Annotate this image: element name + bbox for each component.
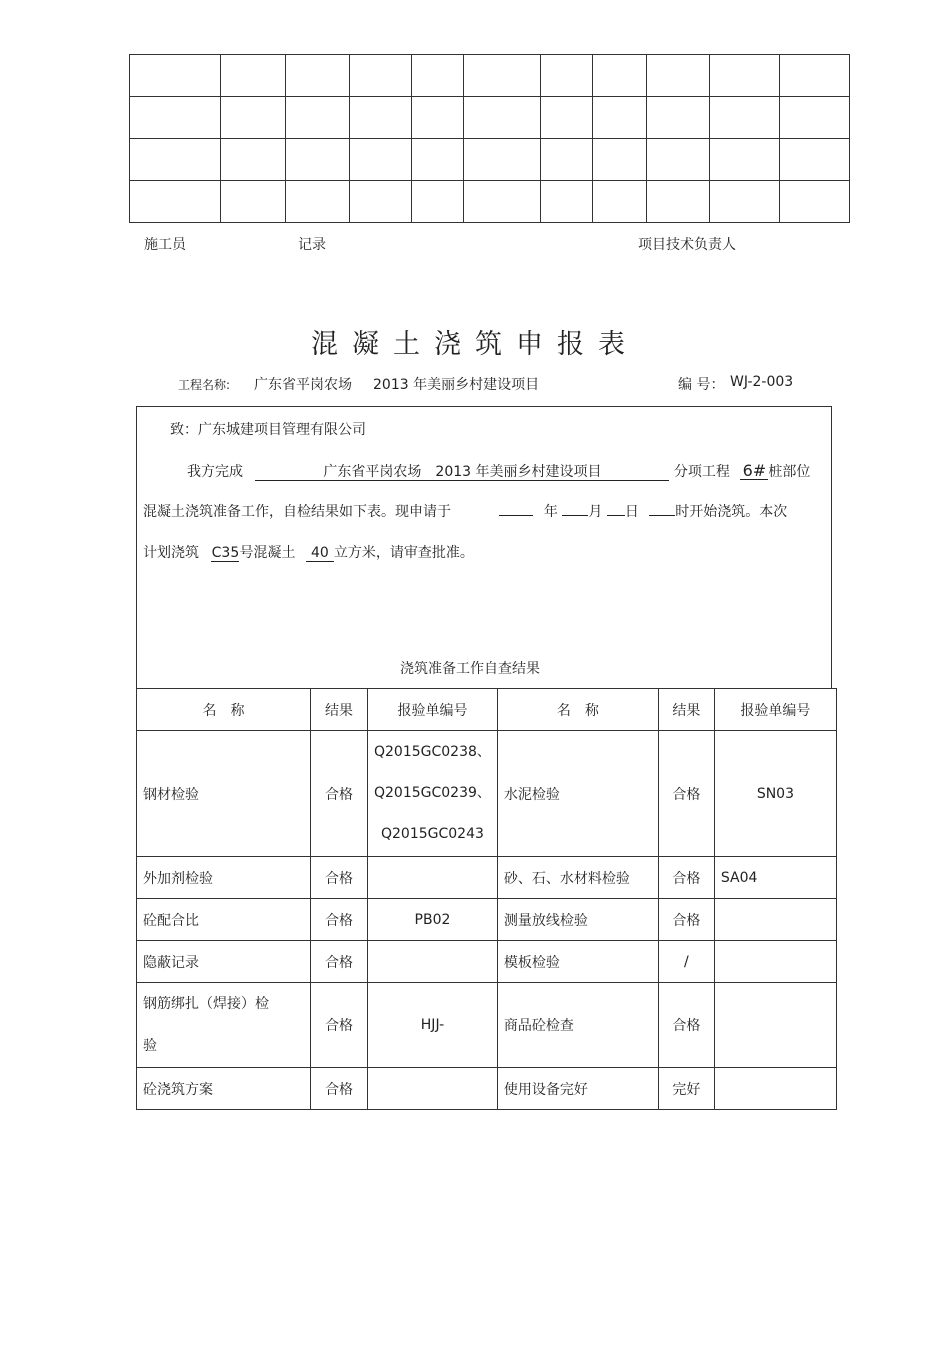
letter-recipient: 致：广东城建项目管理有限公司 (170, 422, 366, 438)
document-number: WJ-2-003 (730, 374, 794, 390)
row-name-2: 模板检验 (497, 941, 658, 983)
row-name-1: 隐蔽记录 (137, 941, 311, 983)
letter-p1-prefix: 我方完成 (187, 464, 243, 480)
row-result-2: 完好 (658, 1068, 714, 1110)
row-codes-1 (368, 731, 498, 857)
signature-worker: 施工员 (144, 237, 186, 253)
row-name-2: 测量放线检验 (497, 899, 658, 941)
row-result-1: 合格 (311, 899, 368, 941)
page-title: 混凝土浇筑申报表 (311, 329, 639, 360)
header-name-2: 名 称 (497, 689, 658, 731)
header-code-2: 报验单编号 (714, 689, 836, 731)
code-line: Q2015GC0238、 (374, 744, 491, 760)
row-code-1: HJJ- (368, 983, 498, 1068)
row-result-1: 合格 (311, 857, 368, 899)
row-code-1: PB02 (368, 899, 498, 941)
letter-p1-pile: 6# (740, 463, 768, 480)
row-name-2: 商品砼检查 (497, 983, 658, 1068)
row-name-1-line-b: 验 (143, 1038, 157, 1054)
row-name-1: 外加剂检验 (137, 857, 311, 899)
row-name-1: 钢材检验 (137, 731, 311, 857)
letter-p3-prefix: 计划浇筑 (143, 545, 199, 561)
project-name-rest: 2013 年美丽乡村建设项目 (373, 377, 540, 393)
signature-tech-lead: 项目技术负责人 (638, 237, 736, 253)
code-line: Q2015GC0243 (381, 826, 484, 842)
row-code-2 (714, 941, 836, 983)
row-code-2 (714, 983, 836, 1068)
table-row (137, 1068, 837, 1110)
header-result-2: 结果 (658, 689, 714, 731)
letter-p2-year: 年 (543, 504, 558, 520)
header-result-1: 结果 (311, 689, 368, 731)
header-code-1: 报验单编号 (368, 689, 498, 731)
table-header-row (137, 689, 837, 731)
row-result-1: 合格 (311, 731, 368, 857)
row-name-2: 砂、石、水材料检验 (497, 857, 658, 899)
row-code-2 (714, 1068, 836, 1110)
row-result-2: / (658, 941, 714, 983)
row-code-1 (368, 1068, 498, 1110)
row-name-1 (137, 983, 311, 1068)
row-code-1 (368, 941, 498, 983)
signature-record: 记录 (298, 237, 326, 253)
concrete-volume: 40 (306, 545, 334, 562)
row-result-2: 合格 (658, 899, 714, 941)
letter-p1-suffix: 桩部位 (768, 464, 811, 480)
table-row (137, 941, 837, 983)
row-result-2: 合格 (658, 983, 714, 1068)
inspection-table (136, 688, 837, 1110)
row-name-1: 砼浇筑方案 (137, 1068, 311, 1110)
table-row (137, 857, 837, 899)
project-name: 广东省平岗农场 (254, 377, 352, 393)
row-name-1-line-a: 钢筋绑扎（焊接）检 (143, 996, 269, 1012)
table-row (137, 899, 837, 941)
project-label: 工程名称: (178, 378, 231, 392)
letter-line-2 (143, 501, 787, 521)
letter-p1-project: 广东省平岗农场 2013 年美丽乡村建设项目 (255, 464, 669, 481)
section-title: 浇筑准备工作自查结果 (400, 661, 540, 677)
number-label: 编 号： (678, 377, 725, 393)
letter-p2-text: 混凝土浇筑准备工作，自检结果如下表。现申请于 (143, 504, 451, 520)
table-row (137, 983, 837, 1068)
row-code-2 (714, 899, 836, 941)
top-empty-grid (129, 54, 850, 223)
letter-p2-end: 时开始浇筑。本次 (675, 504, 788, 520)
row-code-2: SA04 (714, 857, 836, 899)
letter-p1-sub: 分项工程 (673, 464, 730, 480)
row-result-2: 合格 (658, 857, 714, 899)
row-result-1: 合格 (311, 941, 368, 983)
letter-p3-suffix: 立方米，请审查批准。 (333, 545, 474, 561)
letter-line-3 (143, 542, 474, 562)
row-result-1: 合格 (311, 1068, 368, 1110)
row-name-2: 使用设备完好 (497, 1068, 658, 1110)
row-code-1 (368, 857, 498, 899)
letter-p2-month: 月 (588, 504, 603, 520)
row-code-2: SN03 (714, 731, 836, 857)
table-row (137, 731, 837, 857)
code-line: Q2015GC0239、 (374, 785, 491, 801)
header-name-1: 名 称 (137, 689, 311, 731)
letter-p3-mid: 号混凝土 (239, 545, 296, 561)
row-name-2: 水泥检验 (497, 731, 658, 857)
row-result-2: 合格 (658, 731, 714, 857)
concrete-grade: C35 (211, 545, 240, 561)
row-name-1: 砼配合比 (137, 899, 311, 941)
row-result-1: 合格 (311, 983, 368, 1068)
letter-p2-day: 日 (624, 504, 639, 520)
letter-line-1 (187, 461, 810, 481)
